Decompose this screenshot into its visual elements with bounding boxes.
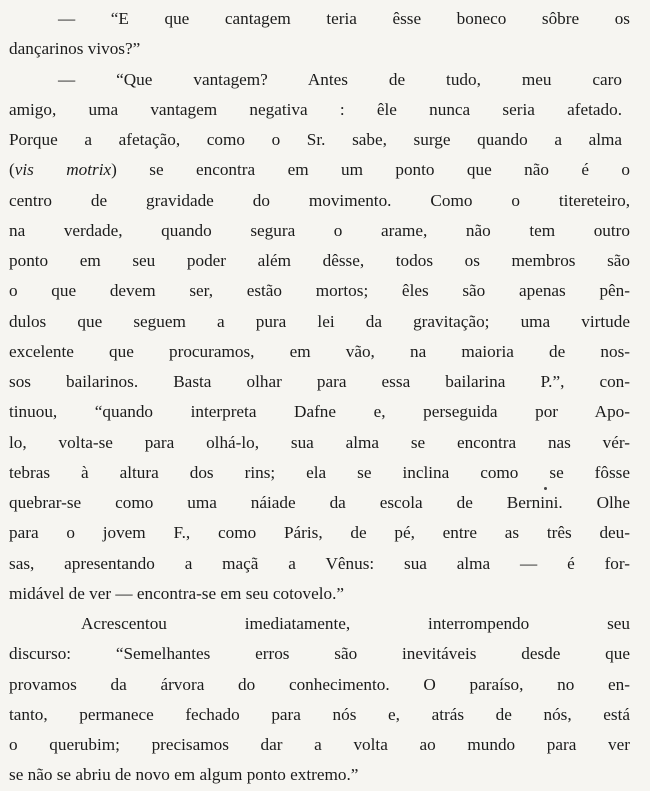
- text-line: discurso: “Semelhantes erros são inevitáveis desde que: [9, 644, 630, 664]
- text-line: tebras à altura dos rins; ela se inclina como se fôsse: [9, 462, 630, 482]
- text-line: — “Que vantagem? Antes de tudo, meu caro: [58, 69, 622, 89]
- latin-term: vis motrix: [14, 160, 112, 180]
- text-line: se não se abriu de novo em algum ponto extremo.”: [9, 765, 359, 785]
- text-line: ponto em seu poder além dêsse, todos os membros são: [9, 251, 630, 270]
- text-line: o que devem ser, estão mortos; êles são apenas pên-: [9, 281, 630, 301]
- text-line: sos bailarinos. Basta olhar para essa bailarina P.”, con-: [9, 372, 630, 391]
- text-line: dançarinos vivos?”: [9, 39, 141, 59]
- text-line: Porque a afetação, como o Sr. sabe, surge quando a alma: [9, 130, 622, 149]
- text-line: tanto, permanece fechado para nós e, atrás de nós, está: [9, 704, 630, 724]
- text-line: dulos que seguem a pura lei da gravitação; uma virtude: [9, 311, 630, 331]
- text-line: amigo, uma vantagem negativa : êle nunca seria afetado.: [9, 99, 622, 119]
- text-line: — “E que cantagem teria êsse boneco sôbre os: [58, 9, 630, 28]
- page-text: [9, 4, 630, 791]
- text-line: na verdade, quando segura o arame, não tem outro: [9, 220, 630, 240]
- text-line: para o jovem F., como Páris, de pé, entre as três deu-: [9, 523, 630, 543]
- text-line: quebrar-se como uma náiade da escola de Bernini. Olhe: [9, 493, 630, 512]
- text-line: o querubim; precisamos dar a volta ao mundo para ver: [9, 735, 630, 754]
- text-line: centro de gravidade do movimento. Como o titereteiro,: [9, 190, 630, 210]
- text-line: tinuou, “quando interpreta Dafne e, perseguida por Apo-: [9, 402, 630, 422]
- text-line: excelente que procuramos, em vão, na maioria de nos-: [9, 341, 630, 361]
- text-line: midável de ver — encontra-se em seu cotovelo.”: [9, 583, 345, 603]
- text-line: lo, volta-se para olhá-lo, sua alma se encontra nas vér-: [9, 432, 630, 452]
- text-line: sas, apresentando a maçã a Vênus: sua alma — é for-: [9, 553, 630, 573]
- text-line: (vis motrix) se encontra em um ponto que não é o: [9, 160, 630, 180]
- ink-speck: [544, 487, 547, 490]
- text-line: provamos da árvora do conhecimento. O paraíso, no en-: [9, 674, 630, 694]
- text-line: Acrescentou imediatamente, interrompendo seu: [81, 614, 630, 633]
